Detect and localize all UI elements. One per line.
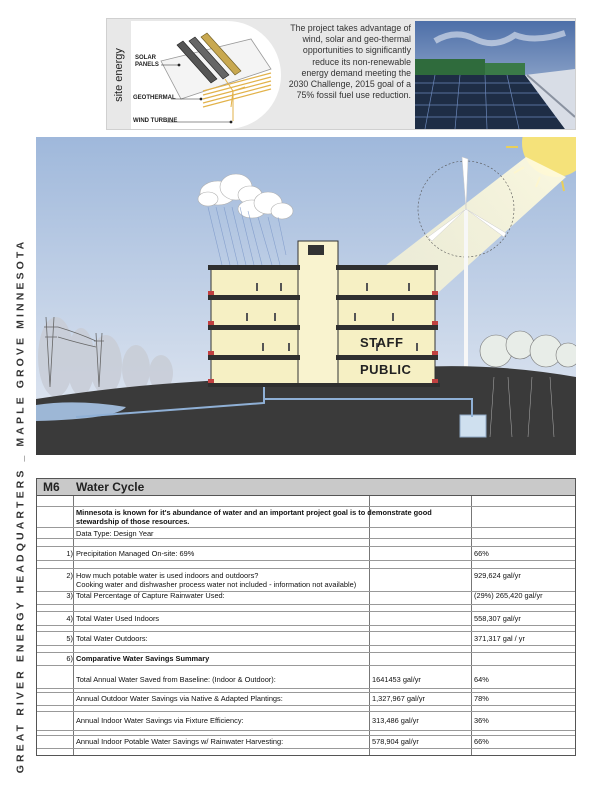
row-result: 66%: [474, 737, 489, 746]
row-label: Total Water Outdoors:: [76, 634, 148, 643]
row-label: Precipitation Managed On-site: 69%: [76, 549, 195, 558]
side-title: [10, 232, 30, 780]
row-number: 1): [66, 549, 73, 558]
row-number: 4): [66, 614, 73, 623]
side-title-text: GREAT RIVER ENERGY HEADQUARTERS _ MAPLE GROVE MINNESOTA: [14, 238, 27, 774]
building-section-graphic: [36, 137, 576, 455]
row-result: 929,624 gal/yr: [474, 571, 521, 580]
row-label: Total Annual Water Saved from Baseline: (Indoor & Outdoor):: [76, 675, 276, 684]
row-number: 5): [66, 634, 73, 643]
public-zone-label: PUBLIC: [360, 362, 412, 377]
row-label: Annual Indoor Potable Water Savings w/ Rainwater Harvesting:: [76, 737, 284, 746]
row-result: 66%: [474, 549, 489, 558]
row-value: 1641453 gal/yr: [372, 675, 421, 684]
table-header: [37, 479, 575, 496]
table-code: M6: [43, 480, 60, 494]
wind-turbine-label: WIND TURBINE: [133, 118, 178, 124]
energy-diagram-graphic: [131, 21, 281, 129]
solar-panels-label: SOLAR PANELS: [135, 55, 159, 68]
row-result: (29%) 265,420 gal/yr: [474, 591, 543, 600]
row-label: Total Percentage of Capture Rainwater Used:: [76, 591, 225, 600]
row-value: 578,904 gal/yr: [372, 737, 419, 746]
site-energy-label: [107, 19, 131, 131]
row-value: 313,486 gal/yr: [372, 716, 419, 725]
site-energy-label-text: site energy: [113, 48, 125, 102]
table-title: Water Cycle: [76, 480, 145, 494]
data-type: Data Type: Design Year: [76, 529, 154, 538]
row-result: 36%: [474, 716, 489, 725]
staff-zone-label: STAFF: [360, 335, 404, 350]
solar-array-photo: [415, 21, 575, 129]
energy-diagram: [131, 21, 281, 129]
table-intro: Minnesota is known for it's abundance of water and an important project goal is to demonstrate good stewardship of those resources.: [76, 508, 432, 526]
water-cycle-table: [36, 478, 576, 756]
row-label: How much potable water is used indoors and outdoors?: [76, 571, 259, 580]
row-result: 64%: [474, 675, 489, 684]
row-value: 1,327,967 gal/yr: [372, 694, 426, 703]
geothermal-label: GEOTHERMAL: [133, 95, 176, 101]
row-label: Comparative Water Savings Summary: [76, 654, 210, 663]
row-label: Annual Indoor Water Savings via Fixture Efficiency:: [76, 716, 244, 725]
row-number: 6): [66, 654, 73, 663]
row-result: 558,307 gal/yr: [474, 614, 521, 623]
row-label: Annual Outdoor Water Savings via Native & Adapted Plantings:: [76, 694, 283, 703]
row-label: Total Water Used Indoors: [76, 614, 160, 623]
row-number: 2): [66, 571, 73, 580]
site-energy-panel: [106, 18, 576, 130]
row-result: 78%: [474, 694, 489, 703]
row-note: Cooking water and dishwasher process water not included - information not available): [76, 580, 357, 589]
site-energy-description: The project takes advantage of wind, solar and geo-thermal opportunities to significantly reduce its non-renewable energy demand meeting the 2030 Challenge, 2015 goal of a 75% fossil fuel use reduction.: [288, 23, 411, 101]
row-result: 371,317 gal / yr: [474, 634, 525, 643]
building-water-illustration: [36, 137, 576, 455]
row-number: 3): [66, 591, 73, 600]
